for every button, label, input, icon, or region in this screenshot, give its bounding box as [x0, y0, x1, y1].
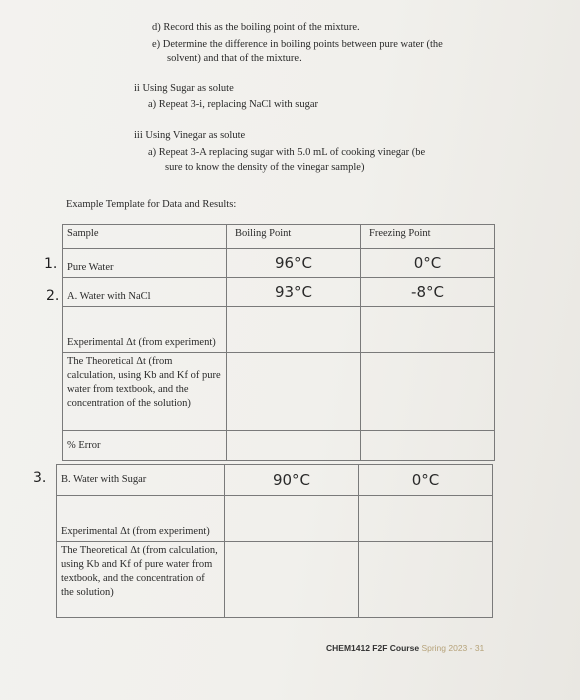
footer-term: Spring 2023 - 31 — [421, 643, 485, 653]
table-row — [63, 278, 495, 307]
sample-cell: Experimental Δt (from experiment) — [57, 496, 225, 542]
table-row — [63, 307, 495, 353]
boiling-point-cell — [227, 431, 361, 461]
template-title: Example Template for Data and Results: — [66, 199, 237, 210]
freezing-point-cell — [359, 496, 493, 542]
sample-cell: A. Water with NaCl — [63, 278, 227, 307]
table-row — [63, 249, 495, 278]
footer-course: CHEM1412 F2F Course — [326, 643, 420, 653]
margin-number-3: 3. — [33, 470, 47, 486]
header-sample: Sample — [63, 225, 227, 249]
table-row — [63, 431, 495, 461]
boiling-point-cell — [225, 542, 359, 618]
table-row — [63, 353, 495, 431]
instruction-ii-heading: ii Using Sugar as solute — [134, 83, 234, 94]
sample-cell: B. Water with Sugar — [57, 465, 225, 496]
sample-cell: % Error — [63, 431, 227, 461]
freezing-point-cell: 0°C — [361, 249, 495, 278]
instruction-e-line2: solvent) and that of the mixture. — [167, 53, 302, 64]
boiling-point-cell: 96°C — [227, 249, 361, 278]
boiling-point-cell — [227, 307, 361, 353]
instruction-iii-heading: iii Using Vinegar as solute — [134, 130, 246, 141]
sample-cell: Experimental Δt (from experiment) — [63, 307, 227, 353]
boiling-point-cell — [227, 353, 361, 431]
freezing-point-cell — [361, 307, 495, 353]
margin-number-1: 1. — [44, 256, 58, 272]
boiling-point-cell — [225, 496, 359, 542]
boiling-point-cell: 93°C — [227, 278, 361, 307]
freezing-point-cell: 0°C — [359, 465, 493, 496]
page-footer — [326, 643, 484, 653]
instruction-iii-a-line2: sure to know the density of the vinegar sample) — [165, 162, 365, 173]
freezing-point-cell — [359, 542, 493, 618]
table-row — [57, 465, 493, 496]
sample-cell: The Theoretical Δt (from calculation, using Kb and Kf of pure water from textbook, and the concentration of the solution) — [63, 353, 227, 431]
freezing-point-cell — [361, 353, 495, 431]
sample-cell: Pure Water — [63, 249, 227, 278]
freezing-point-cell: -8°C — [361, 278, 495, 307]
instruction-iii-a-line1: a) Repeat 3-A replacing sugar with 5.0 mL of cooking vinegar (be — [148, 147, 426, 158]
table-row — [57, 542, 493, 618]
sample-cell: The Theoretical Δt (from calculation, using Kb and Kf of pure water from textbook, and the concentration of the solution) — [57, 542, 225, 618]
table-row — [57, 496, 493, 542]
results-table-b — [56, 464, 493, 618]
results-table-a — [62, 224, 495, 461]
freezing-point-cell — [361, 431, 495, 461]
header-boiling-point: Boiling Point — [227, 225, 361, 249]
instruction-d: d) Record this as the boiling point of the mixture. — [152, 22, 360, 33]
instruction-ii-a: a) Repeat 3-i, replacing NaCl with sugar — [148, 99, 318, 110]
table-header-row — [63, 225, 495, 249]
header-freezing-point: Freezing Point — [361, 225, 495, 249]
margin-number-2: 2. — [46, 288, 60, 304]
boiling-point-cell: 90°C — [225, 465, 359, 496]
instruction-e-line1: e) Determine the difference in boiling points between pure water (the — [152, 39, 443, 50]
